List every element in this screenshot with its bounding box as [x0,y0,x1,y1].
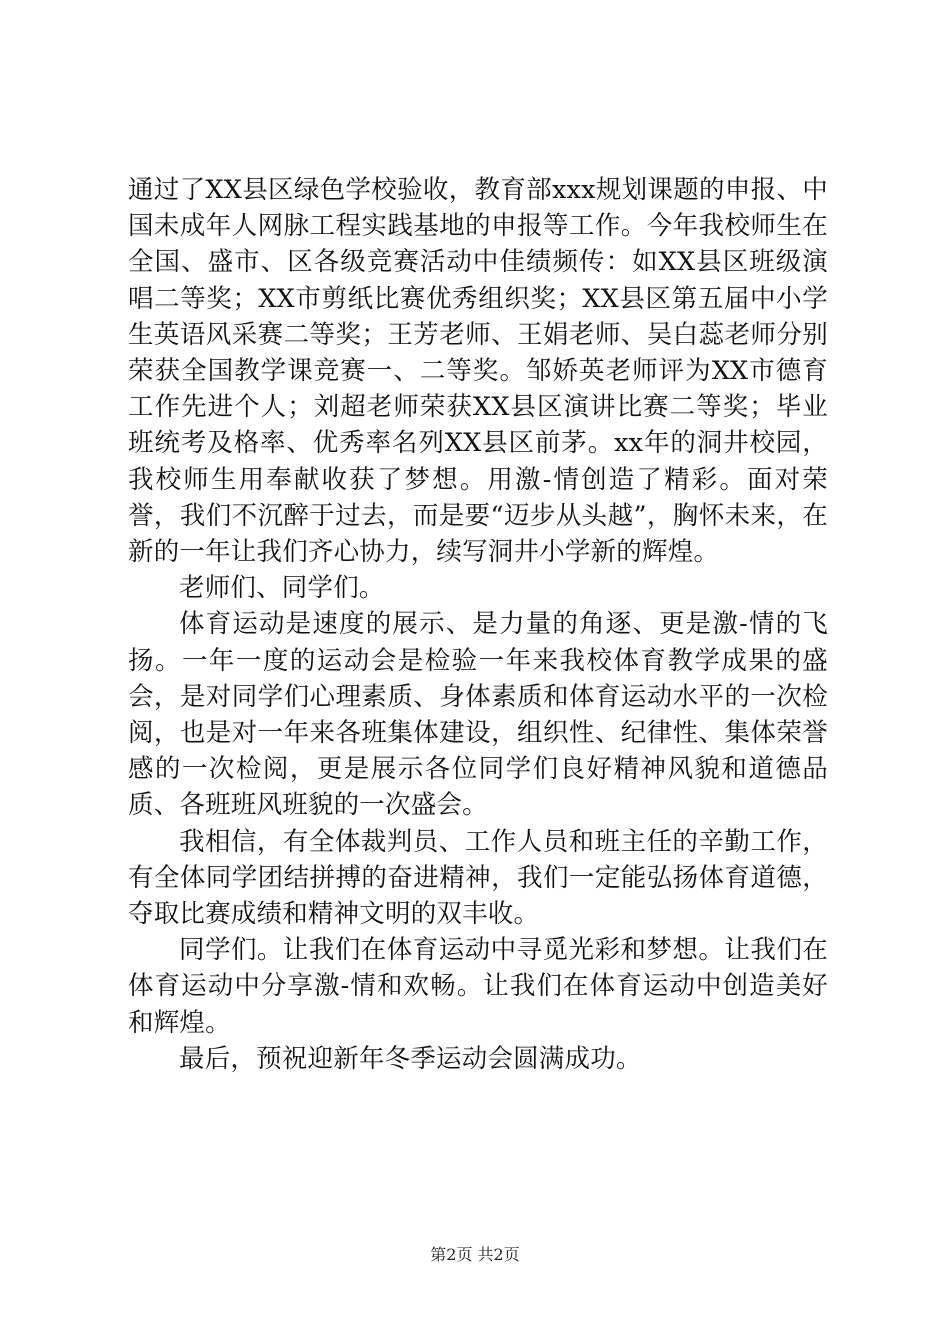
paragraph-greeting: 老师们、同学们。 [179,573,385,604]
document-body [128,172,828,1077]
paragraph-continued: 通过了XX县区绿色学校验收，教育部xxx规划课题的申报、中国未成年人网脉工程实践基地的申报等工作。今年我校师生在全国、盛市、区各级竞赛活动中佳绩频传：如XX县区班级演唱二等奖；XX市剪纸比赛优秀组织奖；XX县区第五届中小学生英语风采赛二等奖；王芳老师、王娟老师、吴白蕊老师分别荣获全国教学课竞赛一、二等奖。邹娇英老师评为XX市德育工作先进个人；刘超老师荣获XX县区演讲比赛二等奖；毕业班统考及格率、优秀率名列XX县区前茅。xx年的洞井校园，我校师生用奉献收获了梦想。用激-情创造了精彩。面对荣誉，我们不沉醉于过去，而是要“迈步从头越”，胸怀未来，在新的一年让我们齐心协力，续写洞井小学新的辉煌。 [128,175,828,568]
paragraph-call: 同学们。让我们在体育运动中寻觅光彩和梦想。让我们在体育运动中分享激-情和欢畅。让我们在体育运动中创造美好和辉煌。 [128,935,828,1038]
paragraph-closing: 最后，预祝迎新年冬季运动会圆满成功。 [179,1043,642,1074]
paragraph-sports: 体育运动是速度的展示、是力量的角逐、更是激-情的飞扬。一年一度的运动会是检验一年来我校体育教学成果的盛会，是对同学们心理素质、身体素质和体育运动水平的一次检阅，也是对一年来各班集体建设，组织性、纪律性、集体荣誉感的一次检阅，更是展示各位同学们良好精神风貌和道德品质、各班班风班貌的一次盛会。 [128,609,828,821]
paragraph-belief: 我相信，有全体裁判员、工作人员和班主任的辛勤工作，有全体同学团结拼搏的奋进精神，我们一定能弘扬体育道德，夺取比赛成绩和精神文明的双丰收。 [128,826,828,930]
page-footer: 第2页 共2页 [430,1245,520,1264]
